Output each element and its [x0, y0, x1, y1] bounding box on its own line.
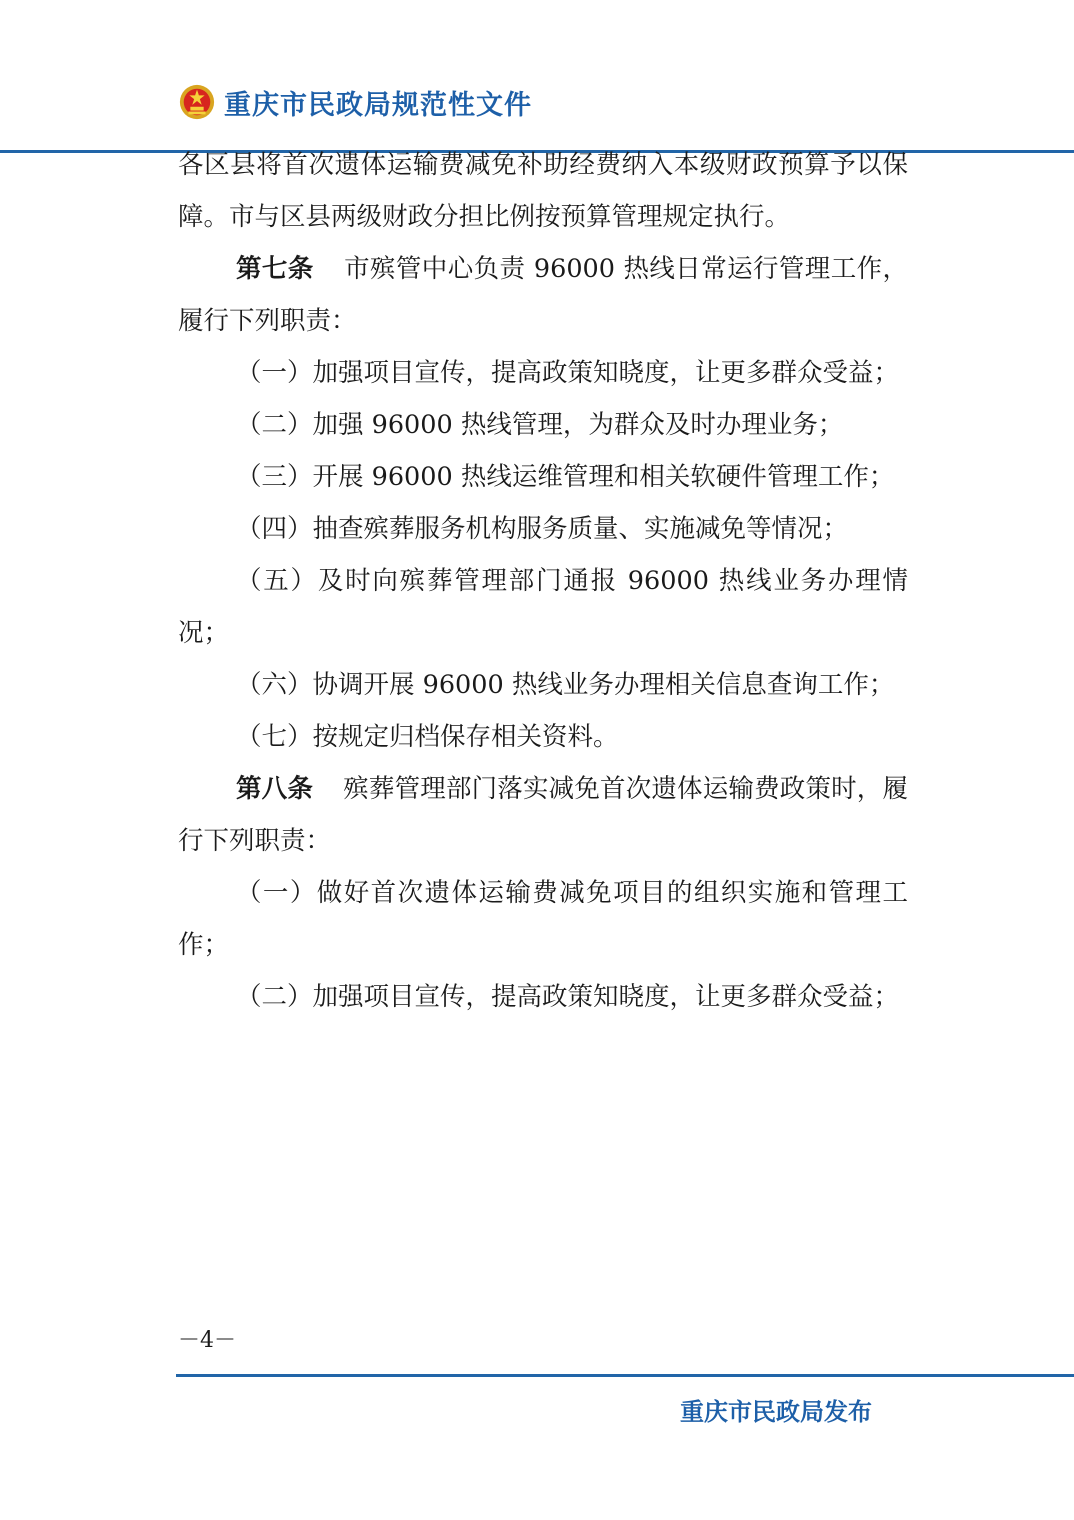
list-item: （一）做好首次遗体运输费减免项目的组织实施和管理工作；	[178, 878, 908, 960]
paragraph-continued: 各区县将首次遗体运输费减免补助经费纳入本级财政预算予以保障。市与区县两级财政分担比例按预算管理规定执行。	[178, 150, 908, 232]
list-item: （四）抽查殡葬服务机构服务质量、实施减免等情况；	[236, 514, 849, 544]
header-title: 重庆市民政局规范性文件	[224, 89, 532, 121]
list-item: （五）及时向殡葬管理部门通报 96000 热线业务办理情况；	[178, 566, 908, 648]
article-7-label: 第七条	[236, 254, 314, 284]
article-8-text: 殡葬管理部门落实减免首次遗体运输费政策时，履行下列职责：	[178, 774, 908, 856]
national-emblem-icon	[178, 83, 216, 121]
list-item: （一）加强项目宣传，提高政策知晓度，让更多群众受益；	[236, 358, 900, 388]
list-item: （七）按规定归档保存相关资料。	[236, 722, 619, 752]
page-number: －4－	[178, 1328, 236, 1353]
article-8-label: 第八条	[236, 774, 314, 804]
document-body	[178, 139, 908, 1023]
footer-divider	[176, 1374, 1074, 1377]
list-item: （二）加强 96000 热线管理，为群众及时办理业务；	[236, 410, 844, 440]
article-7-text: 市殡管中心负责 96000 热线日常运行管理工作，履行下列职责：	[178, 254, 908, 336]
document-header	[178, 78, 532, 126]
list-item: （二）加强项目宣传，提高政策知晓度，让更多群众受益；	[236, 982, 900, 1012]
article-7	[178, 243, 908, 347]
list-item: （三）开展 96000 热线运维管理和相关软硬件管理工作；	[236, 462, 895, 492]
article-8	[178, 763, 908, 867]
footer-publisher: 重庆市民政局发布	[680, 1398, 872, 1426]
list-item: （六）协调开展 96000 热线业务办理相关信息查询工作；	[236, 670, 895, 700]
